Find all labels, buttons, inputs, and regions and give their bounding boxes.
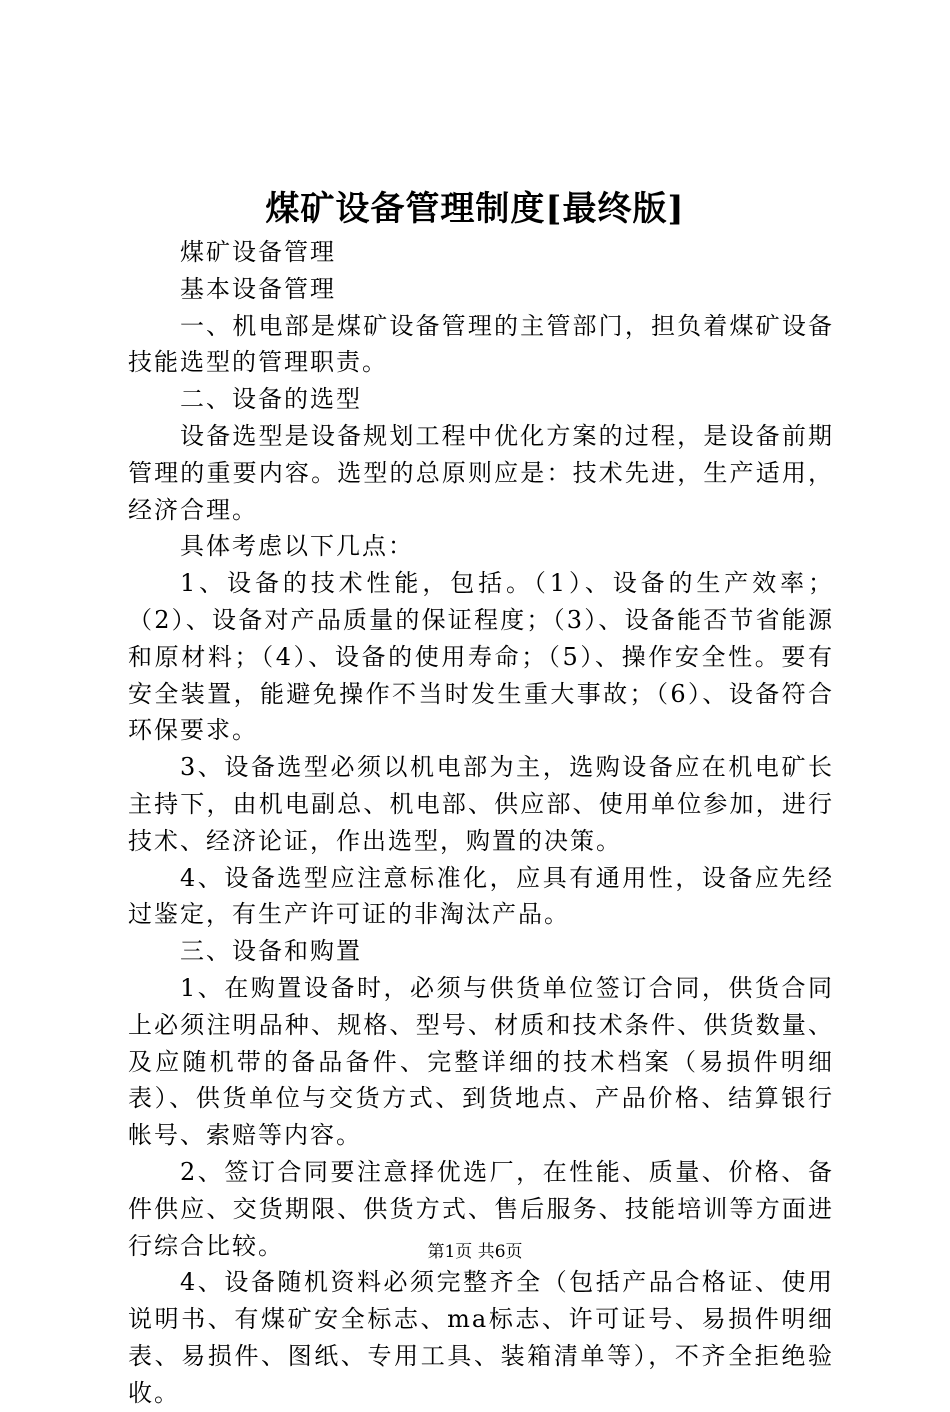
paragraph: 1、设备的技术性能，包括。（1）、设备的生产效率；（2）、设备对产品质量的保证程度；（3）、设备能否节省能源和原材料；（4）、设备的使用寿命；（5）、操作安全性。要有安全装置，能避免操作不当时发生重大事故；（6）、设备符合环保要求。 [128,569,834,745]
paragraph: 一、机电部是煤矿设备管理的主管部门，担负着煤矿设备技能选型的管理职责。 [128,311,834,377]
paragraph: 3、设备选型必须以机电部为主，选购设备应在机电矿长主持下，由机电副总、机电部、供应部、使用单位参加，进行技术、经济论证，作出选型，购置的决策。 [128,753,834,855]
paragraph: 4、设备选型应注意标准化，应具有通用性，设备应先经过鉴定，有生产许可证的非淘汰产品。 [128,863,834,929]
document-body [128,234,834,1412]
section-heading: 二、设备的选型 [180,385,362,414]
paragraph: 1、在购置设备时，必须与供货单位签订合同，供货合同上必须注明品种、规格、型号、材质和技术条件、供货数量、及应随机带的备品备件、完整详细的技术档案（易损件明细表）、供货单位与交货方式、到货地点、产品价格、结算银行帐号、索赔等内容。 [128,973,834,1150]
paragraph: 设备选型是设备规划工程中优化方案的过程，是设备前期管理的重要内容。选型的总原则应是：技术先进，生产适用，经济合理。 [128,421,834,524]
paragraph: 4、设备随机资料必须完整齐全（包括产品合格证、使用说明书、有煤矿安全标志、ma标志、许可证号、易损件明细表、易损件、图纸、专用工具、装箱清单等），不齐全拒绝验收。 [128,1268,834,1407]
section-heading: 三、设备和购置 [180,937,362,966]
paragraph: 2、签订合同要注意择优选厂，在性能、质量、价格、备件供应、交货期限、供货方式、售后服务、技能培训等方面进行综合比较。 [128,1157,834,1260]
paragraph: 基本设备管理 [180,274,336,303]
paragraph: 煤矿设备管理 [180,238,336,266]
document-title: 煤矿设备管理制度[最终版] [265,189,685,229]
page-number: 第1页 共6页 [427,1242,523,1262]
paragraph: 具体考虑以下几点： [180,532,414,561]
